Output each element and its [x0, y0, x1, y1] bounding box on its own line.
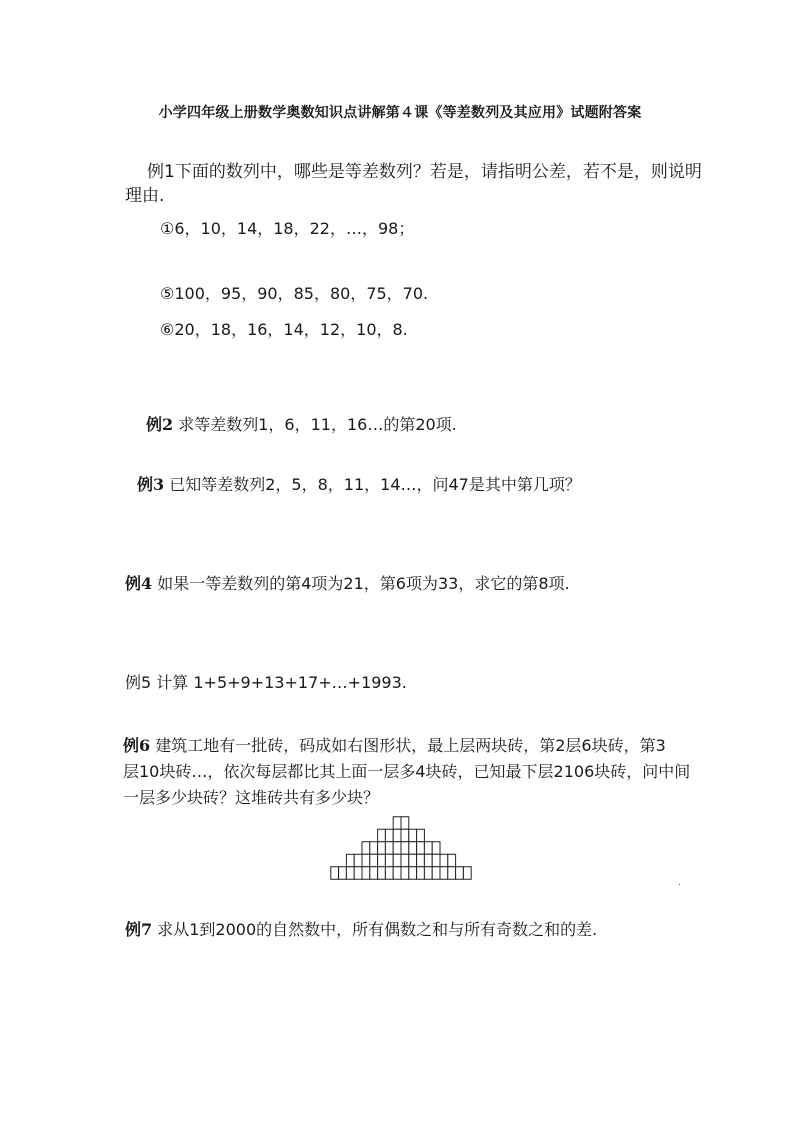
document-title: 小学四年级上册数学奥数知识点讲解第４课《等差数列及其应用》试题附答案 [158, 105, 642, 121]
brick [417, 829, 425, 842]
brick [378, 829, 386, 842]
brick [409, 867, 417, 880]
brick [393, 829, 401, 842]
example6-line1 [123, 733, 690, 759]
brick [378, 867, 386, 880]
brick [432, 854, 440, 867]
brick [463, 867, 471, 880]
brick [385, 867, 393, 880]
example5-label: 例5 [125, 673, 152, 692]
example2 [146, 413, 457, 437]
example3 [137, 473, 581, 497]
brick [401, 854, 409, 867]
brick [385, 829, 393, 842]
example2-label: 例2 [146, 415, 174, 434]
brick [385, 854, 393, 867]
example1-item5: ⑤100，95，90，85，80，75，70. [160, 284, 429, 303]
brick [417, 854, 425, 867]
stray-mark: · [678, 880, 682, 891]
example7-label: 例7 [125, 920, 153, 939]
example5 [125, 671, 407, 695]
example3-text: 已知等差数列2，5，8，11，14…，问47是其中第几项？ [169, 475, 581, 494]
brick [401, 829, 409, 842]
example3-label: 例3 [137, 475, 165, 494]
brick [370, 854, 378, 867]
brick [424, 854, 432, 867]
brick [354, 867, 362, 880]
brick [401, 842, 409, 855]
brick [424, 867, 432, 880]
brick [346, 854, 354, 867]
example4-label: 例4 [125, 574, 153, 593]
brick [378, 854, 386, 867]
brick [409, 842, 417, 855]
brick [378, 842, 386, 855]
brick [409, 854, 417, 867]
brick [417, 842, 425, 855]
brick [401, 817, 409, 830]
brick [362, 842, 370, 855]
brick [440, 854, 448, 867]
example5-text: 计算 1+5+9+13+17+…+1993. [156, 673, 407, 692]
brick [393, 842, 401, 855]
example4 [125, 572, 570, 596]
brick [448, 854, 456, 867]
brick [362, 854, 370, 867]
example1-item6: ⑥20，18，16，14，12，10，8. [160, 320, 408, 339]
example7 [125, 918, 597, 942]
brick [339, 867, 347, 880]
brick [354, 854, 362, 867]
example1-item1: ①6，10，14，18，22，…，98； [160, 219, 415, 238]
brick [401, 867, 409, 880]
brick [370, 867, 378, 880]
brick [385, 842, 393, 855]
brick [432, 842, 440, 855]
brick [424, 842, 432, 855]
brick [393, 867, 401, 880]
brick [432, 867, 440, 880]
brick [409, 829, 417, 842]
brick [448, 867, 456, 880]
example6-line2: 层10块砖…，依次每层都比其上面一层多4块砖，已知最下层2106块砖，问中间 [123, 762, 691, 781]
example7-text: 求从1到2000的自然数中，所有偶数之和与所有奇数之和的差. [157, 920, 598, 939]
example2-text: 求等差数列1，6，11，16…的第20项. [178, 415, 457, 434]
brick [362, 867, 370, 880]
brick [393, 854, 401, 867]
brick [417, 867, 425, 880]
example6-label: 例6 [123, 736, 151, 755]
example1-question-line1: 例1下面的数列中，哪些是等差数列？若是，请指明公差，若不是，则说明 [147, 162, 702, 182]
brick [440, 867, 448, 880]
brick [346, 867, 354, 880]
brick [331, 867, 339, 880]
example6-line1-text: 建筑工地有一批砖，码成如右图形状，最上层两块砖，第2层6块砖，第3 [155, 736, 666, 755]
brick-pyramid-figure [330, 816, 472, 880]
example6-line3: 一层多少块砖？这堆砖共有多少块？ [123, 788, 380, 807]
brick [456, 867, 464, 880]
example4-text: 如果一等差数列的第4项为21，第6项为33，求它的第8项. [157, 574, 570, 593]
example1-question-line2: 理由. [125, 186, 165, 206]
example6 [123, 733, 690, 811]
brick [393, 817, 401, 830]
brick [370, 842, 378, 855]
